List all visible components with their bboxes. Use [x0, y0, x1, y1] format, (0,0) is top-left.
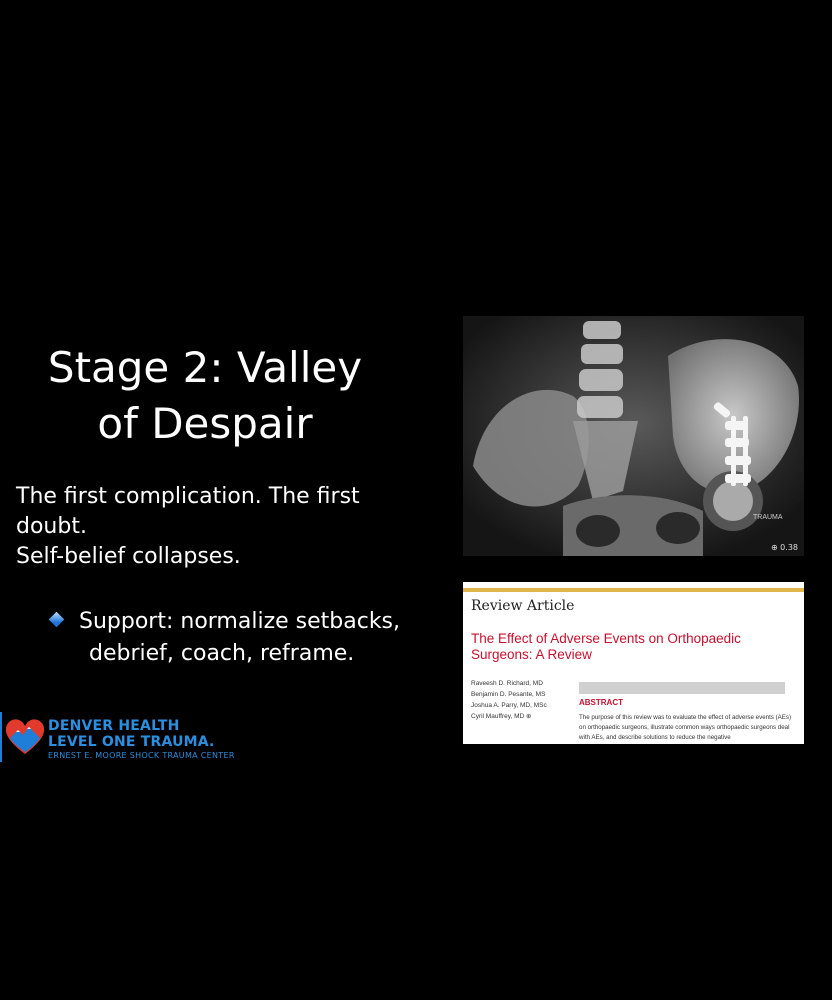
bullet-line-2: debrief, coach, reframe. [89, 641, 355, 666]
pelvis-xray-image [463, 316, 804, 556]
article-title: The Effect of Adverse Events on Orthopaedic Surgeons: A Review [471, 631, 741, 662]
article-authors [471, 678, 547, 722]
body-line-3: Self-belief collapses. [16, 544, 241, 569]
support-bullet [48, 606, 408, 670]
slide-body [16, 482, 396, 572]
logo-line-2: LEVEL ONE TRAUMA. [48, 734, 215, 750]
author-1: Raveesh D. Richard, MD [471, 680, 543, 687]
xray-corner-label: ⊕ 0.38 [770, 543, 798, 552]
author-3: Joshua A. Parry, MD, MSc [471, 702, 547, 709]
article-grey-bar [579, 682, 785, 694]
author-2: Benjamin D. Pesante, MS [471, 691, 546, 698]
author-4: Cyril Mauffrey, MD ⊕ [471, 713, 532, 720]
logo-line-1: DENVER HEALTH [48, 718, 180, 734]
title-line-2: of Despair [97, 399, 313, 448]
xray-drawing [463, 316, 804, 556]
bullet-line-1: Support: normalize setbacks, [79, 609, 401, 634]
body-line-1: The first complication. The first [16, 484, 360, 509]
xray-marker: TRAUMA [753, 514, 783, 521]
slide-title [20, 340, 390, 452]
article-accent-bar [463, 588, 804, 592]
heart-mountain-icon [4, 716, 46, 756]
article-type: Review Article [471, 598, 575, 614]
body-line-2: doubt. [16, 514, 87, 539]
title-line-1: Stage 2: Valley [47, 343, 363, 392]
denver-health-logo [0, 712, 260, 768]
logo-line-3: ERNEST E. MOORE SHOCK TRAUMA CENTER [48, 751, 235, 760]
review-article-clipping [463, 582, 804, 744]
logo-divider [0, 712, 2, 762]
abstract-text: The purpose of this review was to evaluate the effect of adverse events (AEs) on orthopaedic surgeons, illustrate common ways orthopaedic surgeons deal with AEs, and describe solutions to reduce the negative [579, 714, 792, 741]
abstract-heading: ABSTRACT [579, 698, 623, 707]
